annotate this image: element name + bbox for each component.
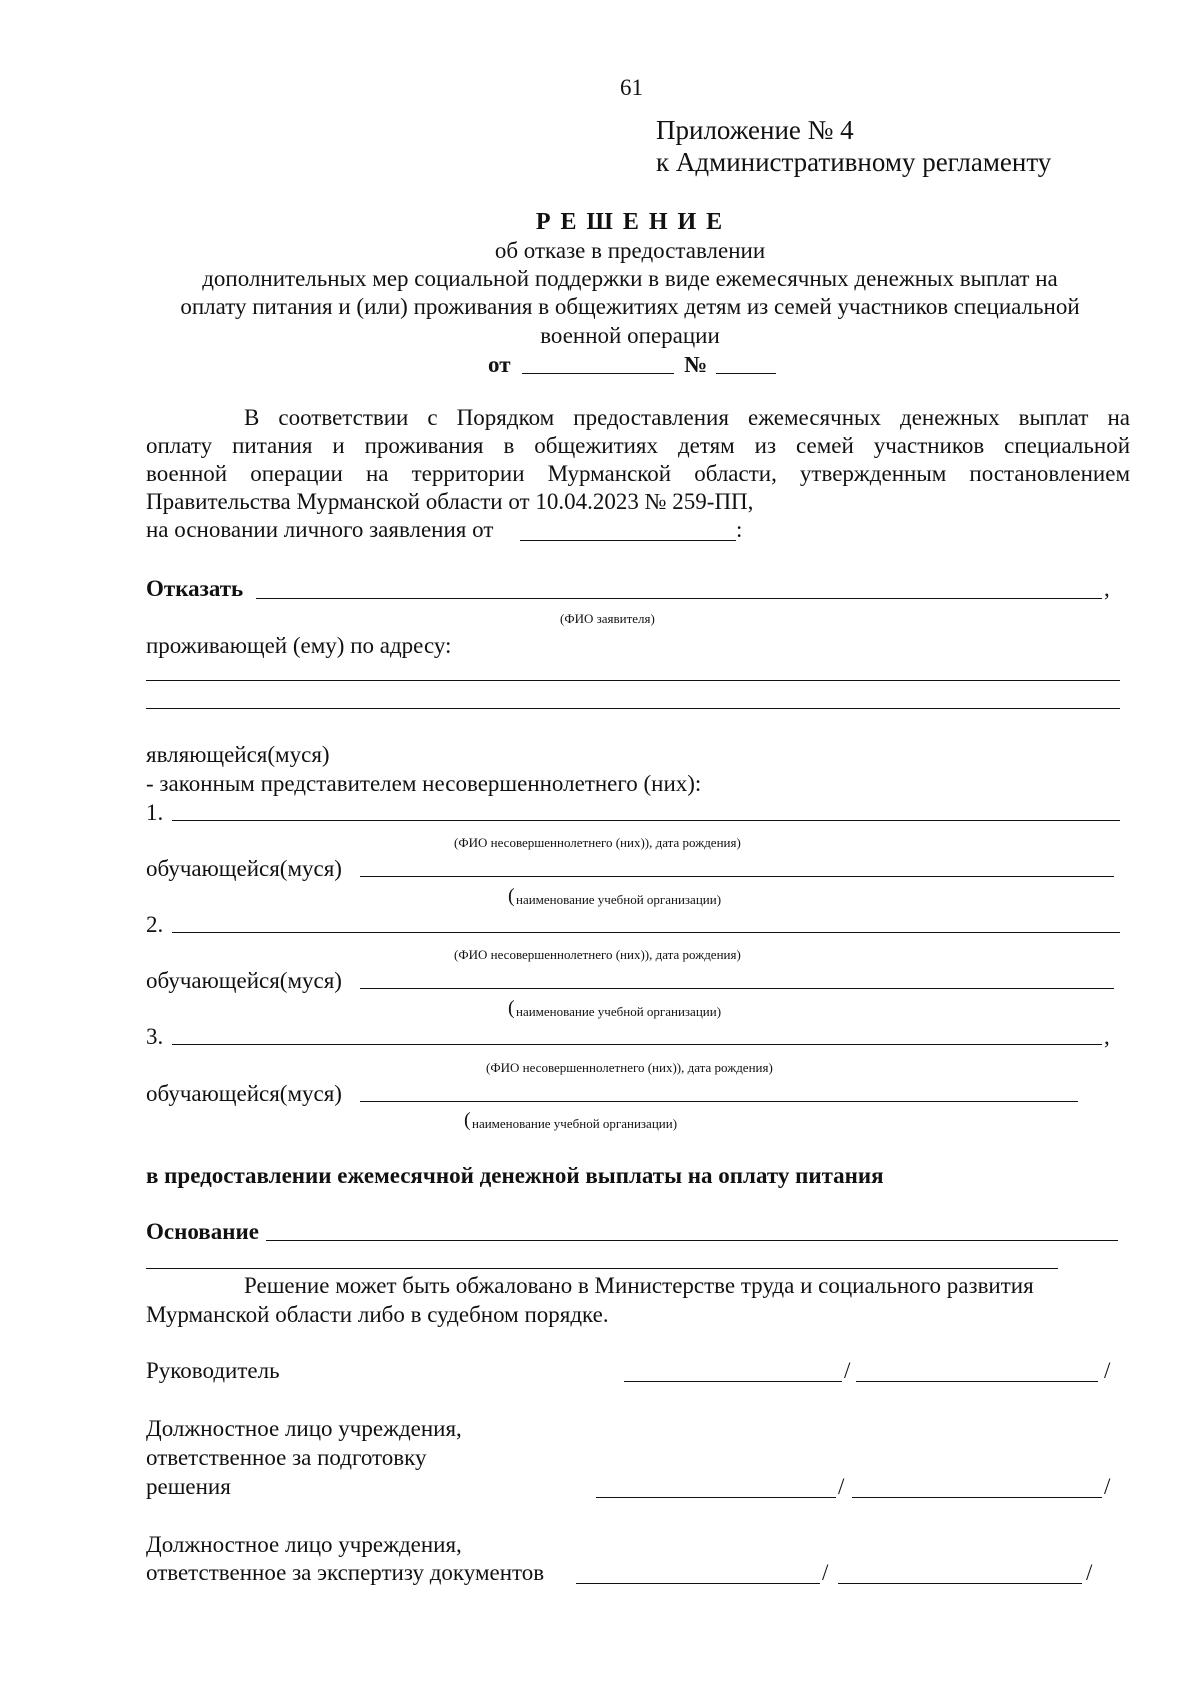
organization-caption: наименование учебной организации) bbox=[472, 1116, 678, 1131]
child-name-field[interactable] bbox=[172, 1044, 1102, 1045]
slash: / bbox=[1086, 1560, 1093, 1585]
official-preparation-signature-field[interactable] bbox=[596, 1497, 836, 1498]
child-caption: (ФИО несовершеннолетнего (них)), дата рождения) bbox=[454, 835, 741, 850]
official-preparation-name-field[interactable] bbox=[852, 1497, 1102, 1498]
slash: / bbox=[822, 1560, 829, 1585]
organization-field[interactable] bbox=[360, 988, 1114, 989]
title-subtitle-3: оплату питания и (или) проживания в общежитиях детям из семей участников специальной bbox=[180, 294, 1080, 319]
document-title: Р Е Ш Е Н И Е bbox=[535, 209, 725, 235]
basis-label: Основание bbox=[146, 1219, 259, 1244]
application-date-field[interactable] bbox=[520, 540, 736, 541]
organization-paren: ( bbox=[508, 885, 515, 907]
appendix-reference: к Административному регламенту bbox=[656, 147, 1052, 177]
official-expertise-signature-field[interactable] bbox=[576, 1583, 820, 1584]
organization-field[interactable] bbox=[360, 876, 1114, 877]
slash: / bbox=[1104, 1474, 1111, 1499]
representative-label: - законным представителем несовершеннолетнего (них): bbox=[146, 771, 702, 796]
organization-paren: ( bbox=[508, 997, 515, 1019]
appeal-line-1: Решение может быть обжаловано в Министерстве труда и социального развития bbox=[244, 1273, 1034, 1298]
title-subtitle-2: дополнительных мер социальной поддержки в виде ежемесячных денежных выплат на bbox=[202, 266, 1058, 291]
intro-line-1: В соответствии с Порядком предоставления ежемесячных денежных выплат на bbox=[244, 405, 1130, 430]
basis-field-2[interactable] bbox=[146, 1268, 1058, 1269]
address-field-2[interactable] bbox=[146, 708, 1120, 709]
child-number: 1. bbox=[146, 800, 164, 825]
official-preparation-label-3: решения bbox=[146, 1474, 231, 1499]
date-field[interactable] bbox=[522, 373, 674, 374]
number-label: № bbox=[684, 352, 708, 377]
study-label: обучающейся(муся) bbox=[146, 1081, 342, 1106]
title-subtitle-1: об отказе в предоставлении bbox=[494, 238, 766, 263]
refuse-label: Отказать bbox=[146, 576, 244, 601]
official-preparation-label-1: Должностное лицо учреждения, bbox=[146, 1416, 462, 1441]
organization-paren: ( bbox=[464, 1109, 471, 1131]
child-name-field[interactable] bbox=[172, 820, 1120, 821]
child-name-field[interactable] bbox=[172, 932, 1120, 933]
study-label: обучающейся(муся) bbox=[146, 856, 342, 881]
slash: / bbox=[844, 1358, 851, 1383]
child-number: 2. bbox=[146, 912, 164, 937]
appendix-number: Приложение № 4 bbox=[656, 115, 854, 145]
slash: / bbox=[838, 1474, 845, 1499]
from-label: от bbox=[488, 352, 511, 377]
head-signature-field[interactable] bbox=[624, 1381, 842, 1382]
address-field-1[interactable] bbox=[146, 680, 1120, 681]
organization-caption: наименование учебной организации) bbox=[516, 1004, 722, 1019]
payment-type-text: в предоставлении ежемесячной денежной выплаты на оплату питания bbox=[146, 1163, 884, 1188]
number-field[interactable] bbox=[716, 373, 776, 374]
official-preparation-label-2: ответственное за подготовку bbox=[146, 1445, 427, 1470]
official-expertise-label-1: Должностное лицо учреждения, bbox=[146, 1532, 462, 1557]
applicant-name-field[interactable] bbox=[256, 598, 1102, 599]
page-number: 61 bbox=[620, 75, 643, 100]
organization-caption: наименование учебной организации) bbox=[516, 892, 722, 907]
child-comma: , bbox=[1104, 1024, 1110, 1049]
child-number: 3. bbox=[146, 1024, 164, 1049]
intro-line-2: оплату питания и проживания в общежитиях детям из семей участников специальной bbox=[146, 433, 1130, 458]
head-label: Руководитель bbox=[146, 1358, 280, 1383]
official-expertise-name-field[interactable] bbox=[838, 1583, 1082, 1584]
appeal-line-2: Мурманской области либо в судебном порядке. bbox=[146, 1302, 609, 1327]
slash: / bbox=[1104, 1358, 1111, 1383]
being-label: являющейся(муся) bbox=[146, 742, 330, 767]
official-expertise-label-2: ответственное за экспертизу документов bbox=[146, 1560, 545, 1585]
title-subtitle-4: военной операции bbox=[540, 323, 720, 348]
organization-field[interactable] bbox=[360, 1101, 1078, 1102]
head-name-field[interactable] bbox=[856, 1381, 1098, 1382]
intro-line-3: военной операции на территории Мурманской области, утвержденным постановлением bbox=[146, 461, 1130, 486]
address-label: проживающей (ему) по адресу: bbox=[146, 633, 452, 658]
applicant-comma: , bbox=[1104, 576, 1110, 601]
application-colon: : bbox=[736, 517, 743, 542]
application-label: на основании личного заявления от bbox=[146, 517, 494, 542]
applicant-caption: (ФИО заявителя) bbox=[560, 611, 655, 626]
basis-field-1[interactable] bbox=[266, 1240, 1118, 1241]
study-label: обучающейся(муся) bbox=[146, 968, 342, 993]
intro-line-4: Правительства Мурманской области от 10.04.2023 № 259-ПП, bbox=[146, 489, 754, 514]
child-caption: (ФИО несовершеннолетнего (них)), дата рождения) bbox=[454, 947, 741, 962]
child-caption: (ФИО несовершеннолетнего (них)), дата рождения) bbox=[486, 1060, 773, 1075]
